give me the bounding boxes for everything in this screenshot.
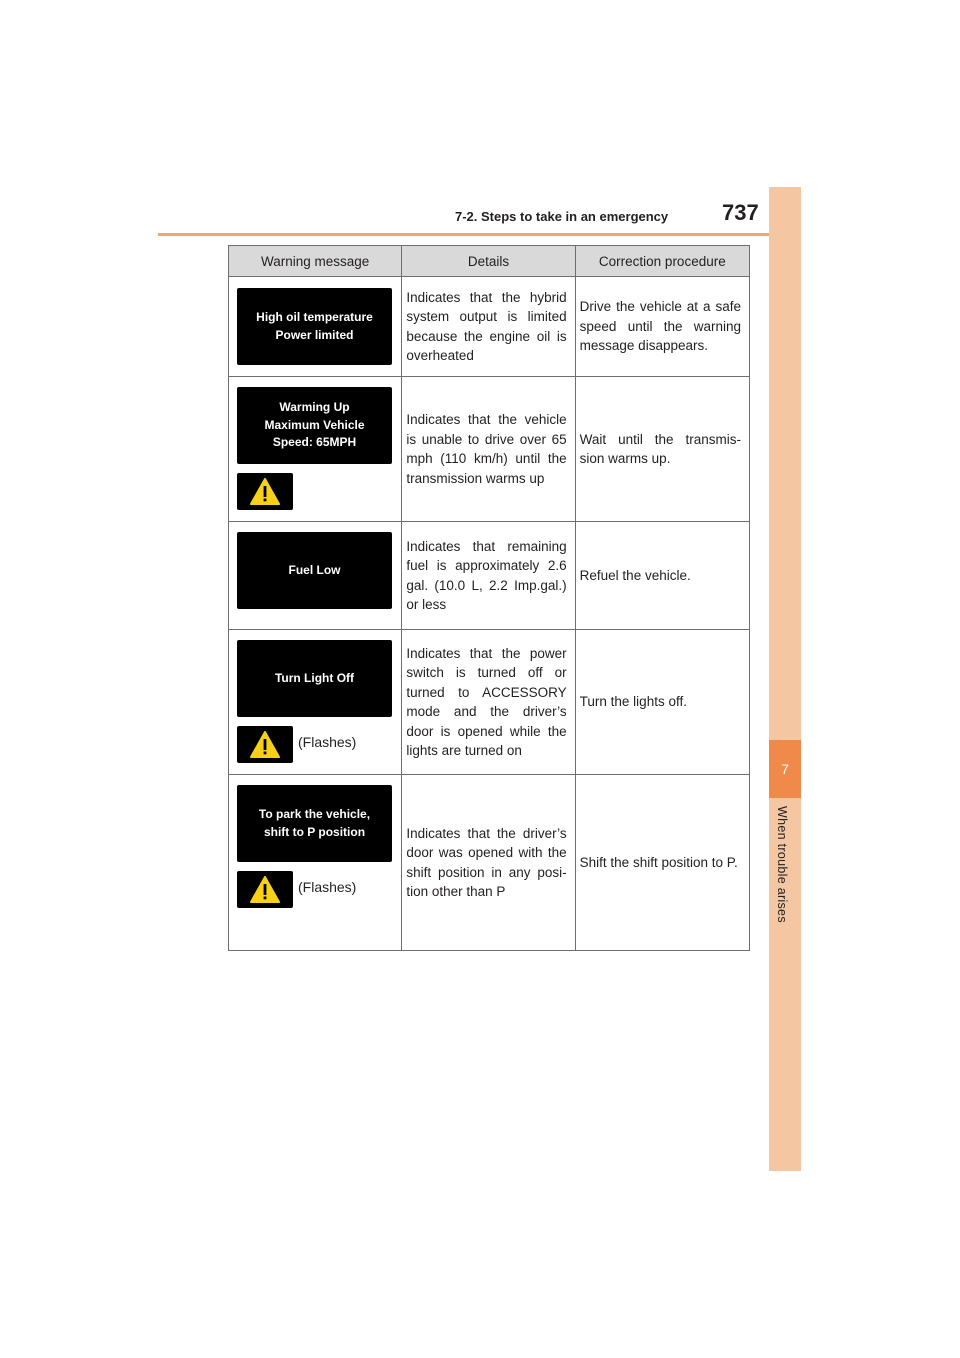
flashes-label: (Flashes)	[298, 879, 357, 895]
details-cell	[402, 277, 575, 377]
warning-message-cell	[229, 522, 402, 630]
table-row	[229, 522, 750, 630]
display-screen	[237, 785, 392, 862]
details-text: Indicates that the hybrid system output is limited because the engine oil is overheated	[406, 289, 567, 363]
warning-triangle-icon	[250, 478, 280, 505]
chapter-title: When trouble arises	[775, 806, 789, 923]
table-header-row	[229, 246, 750, 277]
warning-message-cell	[229, 775, 402, 951]
correction-cell	[575, 377, 749, 522]
table-row	[229, 277, 750, 377]
correction-cell	[575, 630, 749, 775]
column-header-correction-procedure: Correction procedure	[575, 246, 749, 277]
correction-text: Shift the shift position to P.	[579, 854, 738, 870]
warning-message-cell	[229, 630, 402, 775]
display-screen	[237, 387, 392, 464]
display-text: To park the vehicle, shift to P position	[258, 807, 371, 839]
display-text: Warming Up Maximum Vehicle Speed: 65MPH	[264, 400, 365, 450]
side-tab	[769, 187, 801, 1171]
correction-text: Turn the lights off.	[579, 694, 687, 710]
table-row	[229, 630, 750, 775]
details-cell	[402, 630, 575, 775]
correction-text: Drive the vehicle at a safe speed until the warning message disappears.	[579, 299, 741, 354]
warning-indicator	[237, 871, 293, 908]
display-text: High oil temperature Power limited	[256, 310, 373, 342]
display-screen	[237, 640, 392, 717]
header-rule	[158, 233, 801, 236]
warning-triangle-icon	[250, 876, 280, 903]
details-text: Indicates that the power switch is turned off or turned to ACCESSORY mode and the driver’s door is opened while the lights are turned on	[406, 645, 567, 758]
flashes-label: (Flashes)	[298, 734, 357, 750]
details-text: Indicates that remaining fuel is approximately 2.6 gal. (10.0 L, 2.2 Imp.gal.) or less	[406, 538, 567, 612]
correction-text: Wait until the transmis-sion warms up.	[579, 431, 741, 466]
section-title: 7-2. Steps to take in an emergency	[455, 209, 669, 224]
warning-indicator	[237, 473, 293, 510]
details-cell	[402, 775, 575, 951]
display-screen	[237, 532, 392, 609]
details-text: Indicates that the vehicle is unable to drive over 65 mph (110 km/h) until the transmission warms up	[406, 412, 567, 486]
details-cell	[402, 522, 575, 630]
correction-cell	[575, 775, 749, 951]
details-text: Indicates that the driver’s door was opened with the shift position in any posi-tion other than P	[406, 825, 567, 899]
display-text: Turn Light Off	[274, 670, 355, 685]
correction-cell	[575, 522, 749, 630]
details-cell	[402, 377, 575, 522]
column-header-warning-message: Warning message	[229, 246, 402, 277]
correction-text: Refuel the vehicle.	[579, 567, 691, 583]
display-text: Fuel Low	[288, 562, 341, 577]
warning-message-table	[228, 245, 750, 951]
chapter-number: 7	[781, 761, 789, 777]
chapter-number-tab	[769, 740, 801, 798]
correction-cell	[575, 277, 749, 377]
display-screen	[237, 288, 392, 365]
warning-message-cell	[229, 277, 402, 377]
table-row	[229, 775, 750, 951]
page-number: 737	[722, 200, 759, 225]
warning-message-cell	[229, 377, 402, 522]
warning-triangle-icon	[250, 731, 280, 758]
table-row	[229, 377, 750, 522]
column-header-details: Details	[402, 246, 575, 277]
warning-indicator	[237, 726, 293, 763]
